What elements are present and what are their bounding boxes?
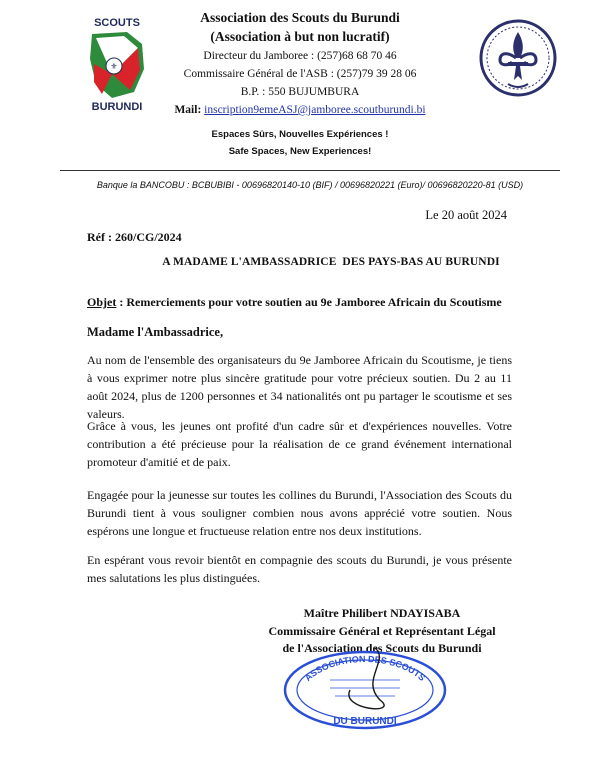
signer-org: de l'Association des Scouts du Burundi xyxy=(282,641,482,655)
signer-title: Commissaire Général et Représentant Légal xyxy=(268,624,496,638)
scouts-burundi-logo xyxy=(72,14,162,114)
object-label: Objet xyxy=(87,295,117,309)
object-text: : Remerciements pour votre soutien au 9e Jamboree Africain du Scoutisme xyxy=(116,295,502,309)
salutation: Madame l'Ambassadrice, xyxy=(87,325,224,339)
letter-reference: Réf : 260/CG/2024 xyxy=(87,230,182,244)
stamp-bottom-text: DU BURUNDI xyxy=(333,716,397,727)
mail-label: Mail: xyxy=(174,104,205,116)
recipient-a: A MADAME L'AMBASSADRICE xyxy=(162,256,337,268)
logo-bottom-text: BURUNDI xyxy=(91,101,143,113)
letter-object xyxy=(87,295,502,310)
world-scout-emblem-icon xyxy=(478,18,558,98)
slogan-fr: Espaces Sûrs, Nouvelles Expériences ! xyxy=(211,129,389,140)
stamp-top-text: ASSOCIATION DES SCOUTS xyxy=(302,653,428,683)
paragraph-4: En espérant vous revoir bientôt en compagnie des scouts du Burundi, je vous présente mes salutations les plus distinguées. xyxy=(87,553,512,585)
org-name: Association des Scouts du Burundi xyxy=(200,10,400,25)
header-divider xyxy=(60,170,560,171)
org-status: (Association à but non lucratif) xyxy=(210,29,390,44)
logo-top-text: SCOUTS xyxy=(94,17,140,29)
svg-text:⚜: ⚜ xyxy=(110,62,118,71)
recipient xyxy=(0,256,602,268)
director-phone: Directeur du Jamboree : (257)68 68 70 46 xyxy=(203,50,397,62)
postal-box: B.P. : 550 BUJUMBURA xyxy=(240,86,360,98)
paragraph-2: Grâce à vous, les jeunes ont profité d'un cadre sûr et d'expériences nouvelles. Votre contribution a été précieuse pour la réalisation de ce grand événement international promoteur d'amitié et de paix. xyxy=(87,419,512,469)
letter-date: Le 20 août 2024 xyxy=(425,208,507,222)
signer-name: Maître Philibert NDAYISABA xyxy=(303,606,461,620)
mail-link[interactable]: inscription9emeASJ@jamboree.scoutburundi.bi xyxy=(204,104,426,116)
paragraph-1: Au nom de l'ensemble des organisateurs du 9e Jamboree Africain du Scoutisme, je tiens à vous exprimer notre plus sincère gratitude pour votre précieux soutien. Du 2 au 11 août 2024, plus de 1200 personnes et 34 nationalités ont pu partager le scoutisme et ses valeurs. xyxy=(87,353,512,421)
official-stamp xyxy=(280,640,450,730)
recipient-b: DES PAYS-BAS AU BURUNDI xyxy=(342,256,500,268)
paragraph-3: Engagée pour la jeunesse sur toutes les collines du Burundi, l'Association des Scouts du Burundi tient à vous souligner combien nous avons apprécié votre soutien. Nous espérons une longue et fructueuse relation entre nos deux institutions. xyxy=(87,488,512,538)
mail-line xyxy=(150,104,450,116)
bank-details: Banque la BANCOBU : BCBUBIBI - 00696820140-10 (BIF) / 00696820221 (Euro)/ 00696820220-81 (USD) xyxy=(96,180,524,190)
slogan-en: Safe Spaces, New Experiences! xyxy=(228,146,372,157)
commissioner-phone: Commissaire Général de l'ASB : (257)79 39 28 06 xyxy=(183,68,417,80)
